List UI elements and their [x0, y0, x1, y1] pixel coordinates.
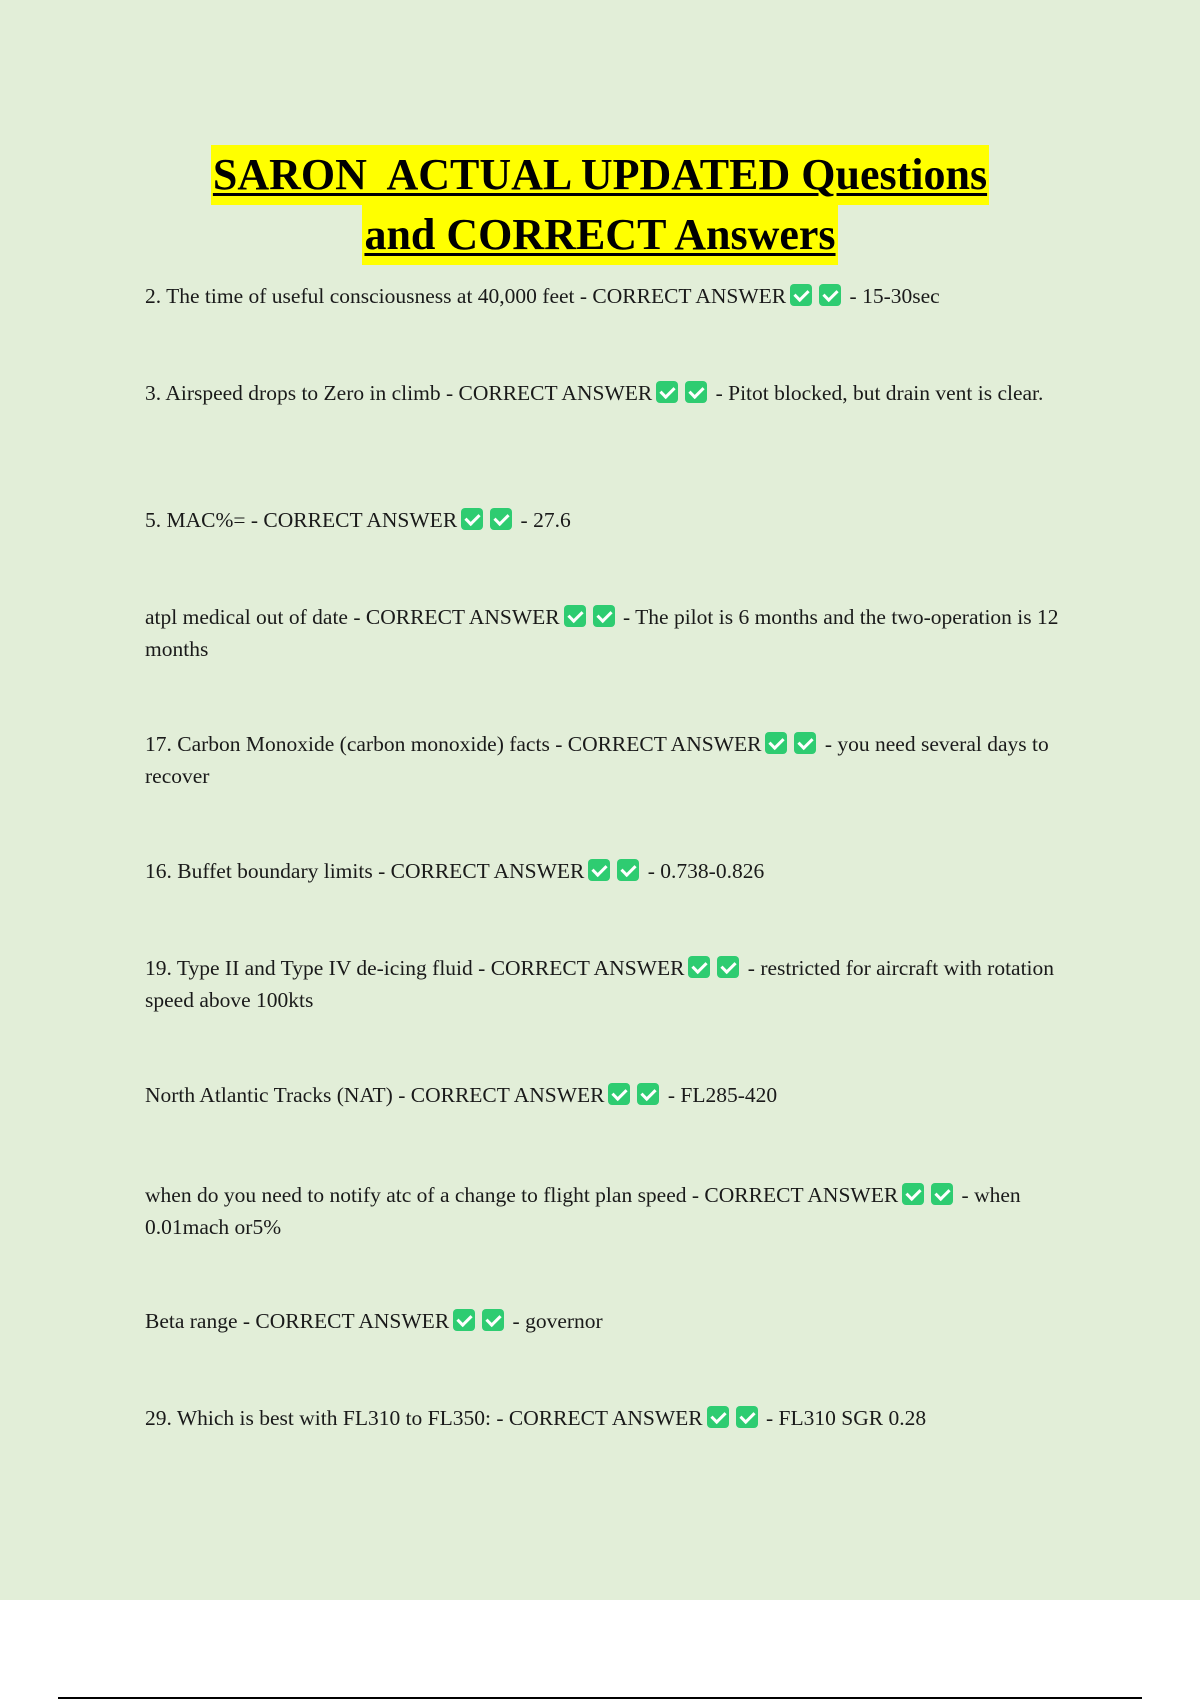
- qa-question: when do you need to notify atc of a change to flight plan speed - CORRECT ANSWER: [145, 1183, 899, 1207]
- qa-question: 29. Which is best with FL310 to FL350: - CORRECT ANSWER: [145, 1406, 703, 1430]
- qa-item: [145, 1402, 1090, 1434]
- qa-question: 2. The time of useful consciousness at 40,000 feet - CORRECT ANSWER: [145, 284, 787, 308]
- check-box-icon: [765, 732, 787, 754]
- check-box-icon: [637, 1083, 659, 1105]
- check-box-icon: [461, 508, 483, 530]
- check-box-icon: [685, 381, 707, 403]
- qa-item: [145, 504, 1090, 536]
- footer-divider: [58, 1697, 1142, 1699]
- check-box-icon: [593, 605, 615, 627]
- check-box-icon: [608, 1083, 630, 1105]
- check-box-icon: [707, 1406, 729, 1428]
- qa-question: Beta range - CORRECT ANSWER: [145, 1309, 450, 1333]
- qa-item: [145, 1305, 1090, 1337]
- qa-item: [145, 952, 1090, 1016]
- title-line-1: SARON ACTUAL UPDATED Questions: [211, 145, 989, 205]
- check-box-icon: [588, 859, 610, 881]
- qa-item: [145, 280, 1090, 312]
- qa-question: atpl medical out of date - CORRECT ANSWER: [145, 605, 560, 629]
- check-box-icon: [794, 732, 816, 754]
- check-box-icon: [902, 1183, 924, 1205]
- qa-question: North Atlantic Tracks (NAT) - CORRECT ANSWER: [145, 1083, 605, 1107]
- qa-answer: - restricted for aircraft with rotation speed above 100kts: [145, 956, 1055, 1012]
- qa-item: [145, 855, 1090, 887]
- qa-question: 19. Type II and Type IV de-icing fluid - CORRECT ANSWER: [145, 956, 685, 980]
- check-box-icon: [564, 605, 586, 627]
- check-box-icon: [736, 1406, 758, 1428]
- check-box-icon: [819, 284, 841, 306]
- qa-item: [145, 377, 1090, 409]
- qa-answer: - when 0.01mach or5%: [145, 1183, 1021, 1239]
- check-box-icon: [688, 956, 710, 978]
- qa-answer: - 15-30sec: [849, 284, 940, 308]
- qa-answer: - The pilot is 6 months and the two-operation is 12 months: [145, 605, 1059, 661]
- check-box-icon: [717, 956, 739, 978]
- qa-item: [145, 601, 1090, 665]
- qa-answer: - governor: [512, 1309, 603, 1333]
- qa-answer: - FL310 SGR 0.28: [766, 1406, 927, 1430]
- qa-item: [145, 728, 1090, 792]
- qa-answer: - 0.738-0.826: [647, 859, 765, 883]
- check-box-icon: [931, 1183, 953, 1205]
- qa-question: 3. Airspeed drops to Zero in climb - CORRECT ANSWER: [145, 381, 653, 405]
- qa-question: 5. MAC%= - CORRECT ANSWER: [145, 508, 458, 532]
- check-box-icon: [790, 284, 812, 306]
- check-box-icon: [656, 381, 678, 403]
- qa-answer: - Pitot blocked, but drain vent is clear.: [715, 381, 1044, 405]
- qa-answer: - FL285-420: [667, 1083, 778, 1107]
- check-box-icon: [617, 859, 639, 881]
- title-line-2: and CORRECT Answers: [362, 205, 837, 265]
- qa-answer: - you need several days to recover: [145, 732, 1049, 788]
- page-title: [0, 145, 1200, 265]
- check-box-icon: [490, 508, 512, 530]
- qa-item: [145, 1179, 1090, 1243]
- qa-item: [145, 1079, 1090, 1111]
- qa-question: 16. Buffet boundary limits - CORRECT ANSWER: [145, 859, 585, 883]
- check-box-icon: [482, 1309, 504, 1331]
- qa-question: 17. Carbon Monoxide (carbon monoxide) facts - CORRECT ANSWER: [145, 732, 762, 756]
- qa-answer: - 27.6: [520, 508, 571, 532]
- check-box-icon: [453, 1309, 475, 1331]
